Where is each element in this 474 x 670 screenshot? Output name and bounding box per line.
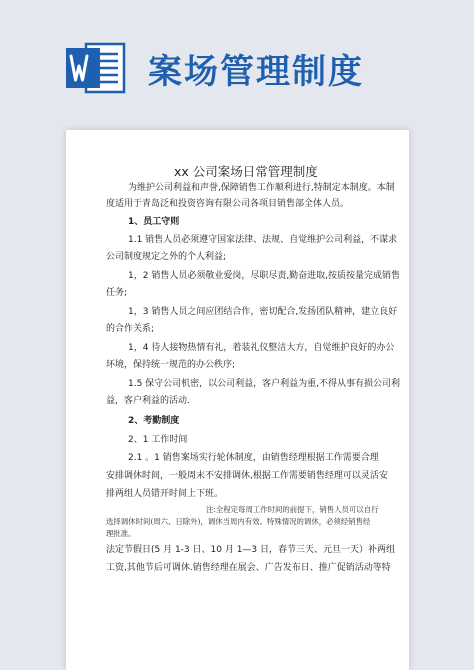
note-line: 选择调休时间(周六、日除外)，调休当周内有效。特殊情况的调休，必须经销售经 (106, 517, 371, 526)
paragraph-line: 2.1 。1 销售案场实行轮休制度，由销售经理根据工作需要合理 (128, 453, 379, 463)
section-heading: 2、考勤制度 (128, 416, 180, 426)
note-line: 注:全程定每周工作时间的前提下，销售人员可以自行 (206, 505, 379, 514)
paragraph-line: 法定节假日(5 月 1-3 日、10 月 1—3 日，春节三天、元旦一天）补两组 (106, 545, 396, 555)
note-line: 理批准。 (106, 529, 136, 538)
paragraph-line: 的合作关系; (106, 324, 155, 334)
paragraph-line: 安排调休时间，一般周末不安排调休,根据工作需要销售经理可以灵活安 (106, 471, 388, 481)
paragraph-line: 1.1 销售人员必须遵守国家法律、法规、自觉维护公司利益，不谋求 (128, 235, 398, 245)
paragraph-line: 环境，保持统一规范的办公秩序; (106, 360, 236, 370)
paragraph-line: 1，2 销售人员必须敬业爱岗，尽职尽责,勤奋进取,按质按量完成销售 (128, 271, 401, 281)
word-document-icon (64, 38, 128, 98)
paragraph-line: 工资,其他节后可调休.销售经理在展会、广告发布日、推广促销活动等特 (106, 563, 391, 573)
paragraph-line: 益，客户利益的活动. (106, 396, 190, 406)
paragraph-line: 为维护公司利益和声誉,保障销售工作顺利进行,特制定本制度。本制 (128, 183, 395, 193)
paragraph-line: 2、1 工作时间 (128, 435, 188, 445)
paragraph-line: 公司制度规定之外的个人利益; (106, 252, 227, 262)
paragraph-line: 1.5 保守公司机密，以公司利益，客户利益为重,不得从事有损公司利 (128, 379, 401, 389)
paragraph-line: 度适用于青岛泛和投资咨询有限公司各项目销售部全体人员。 (106, 199, 350, 209)
banner-title: 案场管理制度 (148, 52, 364, 92)
section-heading: 1、员工守则 (128, 217, 180, 227)
paragraph-line: 1，4 待人接物热情有礼，着装礼仪整洁大方，自觉维护良好的办公 (128, 343, 395, 353)
paragraph-line: 1，3 销售人员之间应团结合作，密切配合,发扬团队精神，建立良好 (128, 307, 398, 317)
paragraph-line: 排两组人员错开时间上下班。 (106, 489, 224, 499)
document-title: xx 公司案场日常管理制度 (174, 164, 318, 179)
banner (0, 0, 474, 110)
paragraph-line: 任务; (106, 288, 128, 298)
document-page (66, 130, 409, 670)
